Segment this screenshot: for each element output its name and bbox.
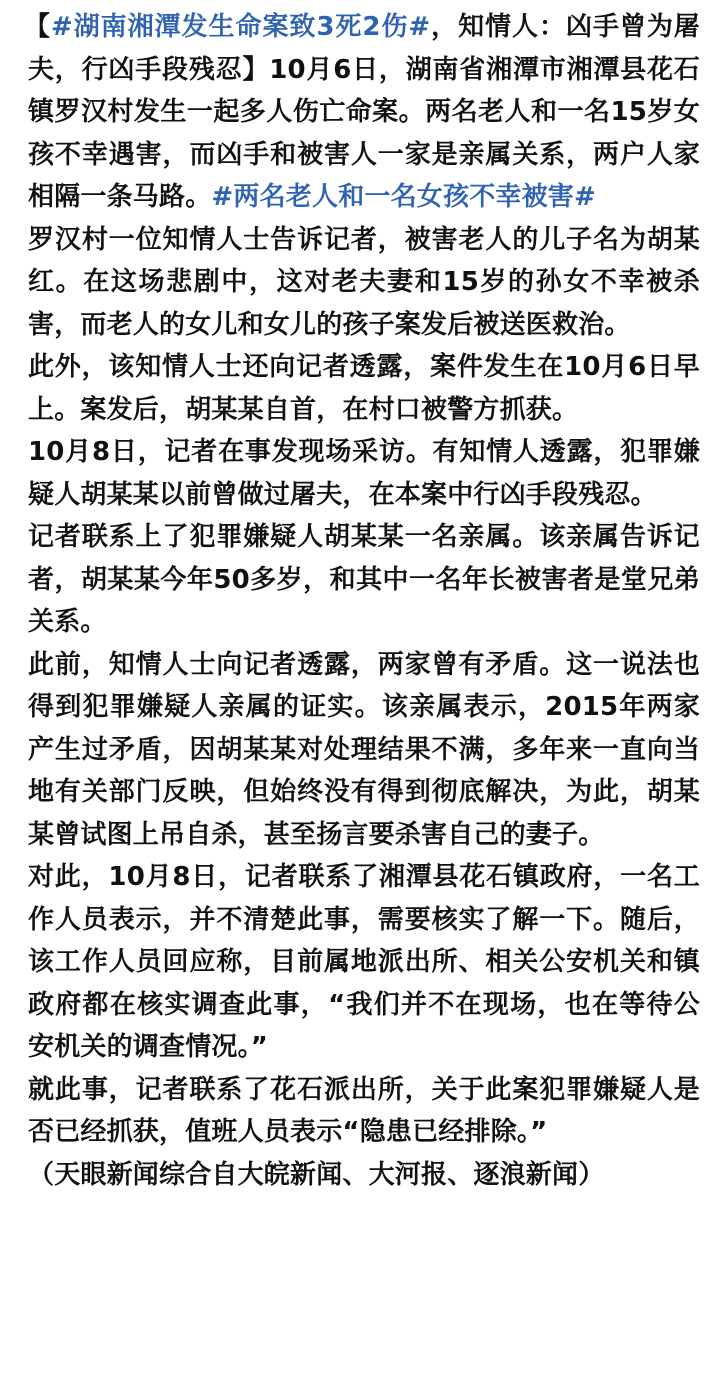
lead-text: ，知情人：凶手曾为屠夫，行凶手段残忍】10月6日，湖南省湘潭市湘潭县花石镇罗汉村发生一起多人伤亡命案。两名老人和一名15岁女孩不幸遇害，而凶手和被害人一家是亲属关系，两户人家相隔一条马路。 [28,12,700,212]
paragraph-police-station: 就此事，记者联系了花石派出所，关于此案犯罪嫌疑人是否已经抓获，值班人员表示“隐患已经排除。” [28,1074,700,1147]
hashtag-link-victims[interactable]: #两名老人和一名女孩不幸被害# [211,182,596,212]
paragraph-time-arrest: 此外，该知情人士还向记者透露，案件发生在10月6日早上。案发后，胡某某自首，在村口被警方抓获。 [28,352,700,425]
paragraph-conflict: 此前，知情人士向记者透露，两家曾有矛盾。这一说法也得到犯罪嫌疑人亲属的证实。该亲属表示，2015年两家产生过矛盾，因胡某某对处理结果不满，多年来一直向当地有关部门反映，但始终没有得到彻底解决，为此，胡某某曾试图上吊自杀，甚至扬言要杀害自己的妻子。 [28,649,700,850]
source-credit: （天眼新闻综合自大皖新闻、大河报、逐浪新闻） [28,1159,605,1190]
paragraph-scene-interview: 10月8日，记者在事发现场采访。有知情人透露，犯罪嫌疑人胡某某以前曾做过屠夫，在本案中行凶手段残忍。 [28,437,700,510]
hashtag-link-main[interactable]: #湖南湘潭发生命案致3死2伤# [50,12,431,42]
paragraph-government: 对此，10月8日，记者联系了湘潭县花石镇政府，一名工作人员表示，并不清楚此事，需要核实了解一下。随后，该工作人员回应称，目前属地派出所、相关公安机关和镇政府都在核实调查此事，“我们并不在现场，也在等待公安机关的调查情况。” [28,862,700,1062]
article-body [24,6,700,1196]
open-bracket: 【 [24,12,51,42]
lead-paragraph [24,6,700,219]
paragraph-informant: 罗汉村一位知情人士告诉记者，被害老人的儿子名为胡某红。在这场悲剧中，这对老夫妻和15岁的孙女不幸被杀害，而老人的女儿和女儿的孩子案发后被送医救治。 [28,224,700,340]
paragraph-relative: 记者联系上了犯罪嫌疑人胡某某一名亲属。该亲属告诉记者，胡某某今年50多岁，和其中一名年长被害者是堂兄弟关系。 [28,522,700,637]
